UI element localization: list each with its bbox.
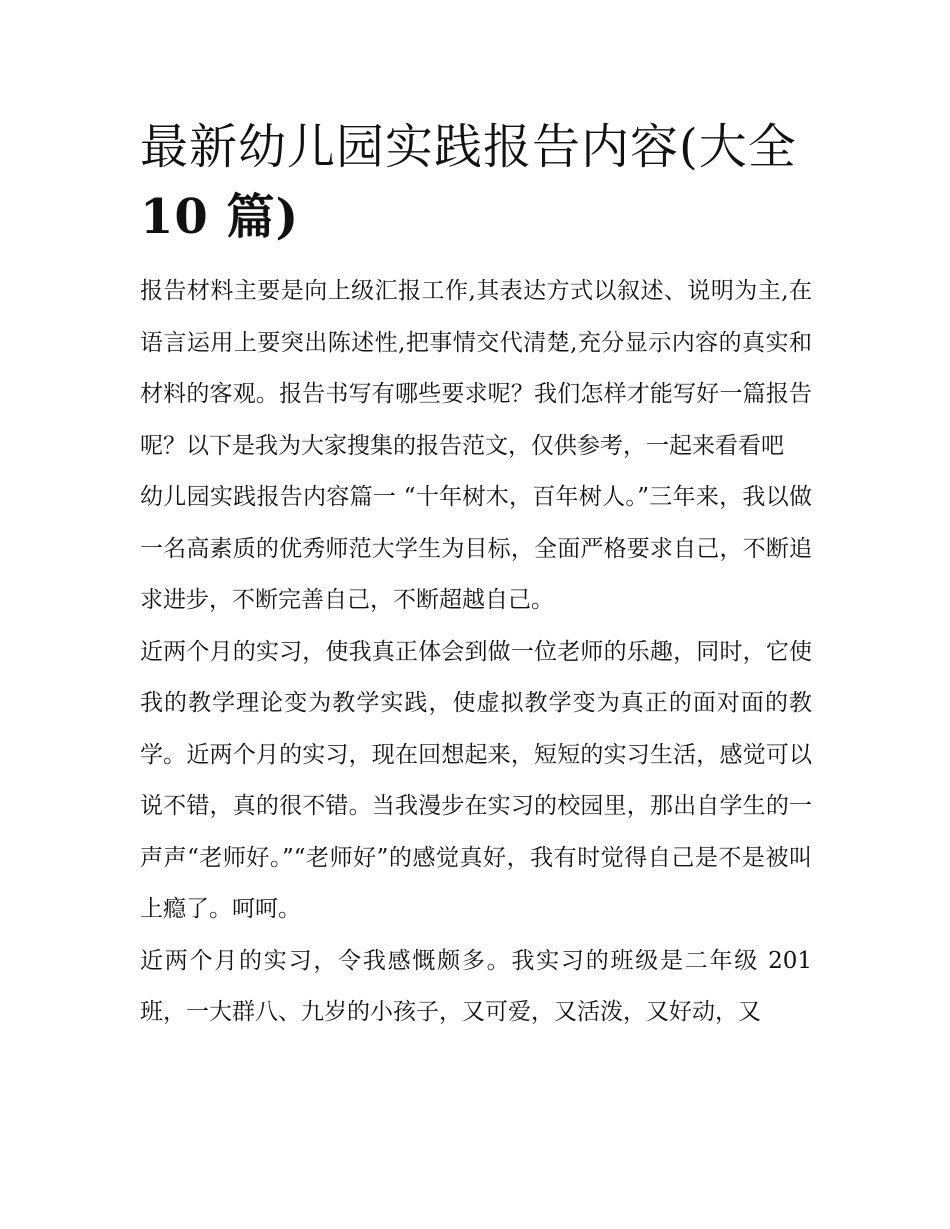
document-body — [140, 266, 812, 1039]
document-title-line2: 篇) — [208, 189, 300, 245]
paragraph-class-description: 近两个月的实习，令我感慨颇多。我实习的班级是二年级 201 班，一大群八、九岁的小孩子，又可爱，又活泼，又好动，又 — [140, 947, 812, 1025]
paragraph-intro: 报告材料主要是向上级汇报工作,其表达方式以叙述、说明为主,在语言运用上要突出陈述性,把事情交代清楚,充分显示内容的真实和材料的客观。报告书写有哪些要求呢？我们怎样才能写好一篇报告呢？以下是我为大家搜集的报告范文，仅供参考，一起来看看吧 — [140, 278, 812, 459]
document-title-line1: 最新幼儿园实践报告内容(大全 — [140, 119, 797, 175]
document-content — [140, 112, 812, 1039]
document-title-number: 10 — [140, 189, 209, 245]
paragraph-internship-reflection: 近两个月的实习，使我真正体会到做一位老师的乐趣，同时，它使我的教学理论变为教学实践，使虚拟教学变为真正的面对面的教学。近两个月的实习，现在回想起来，短短的实习生活，感觉可以说不错，真的很不错。当我漫步在实习的校园里，那出自学生的一声声“老师好。”“老师好”的感觉真好，我有时觉得自己是不是被叫上瘾了。呵呵。 — [140, 638, 812, 922]
document-title — [140, 112, 812, 252]
paragraph-article-one-opening: 幼儿园实践报告内容篇一 “十年树木，百年树人。”三年来，我以做一名高素质的优秀师范大学生为目标，全面严格要求自己，不断追求进步，不断完善自己，不断超越自己。 — [140, 484, 812, 613]
